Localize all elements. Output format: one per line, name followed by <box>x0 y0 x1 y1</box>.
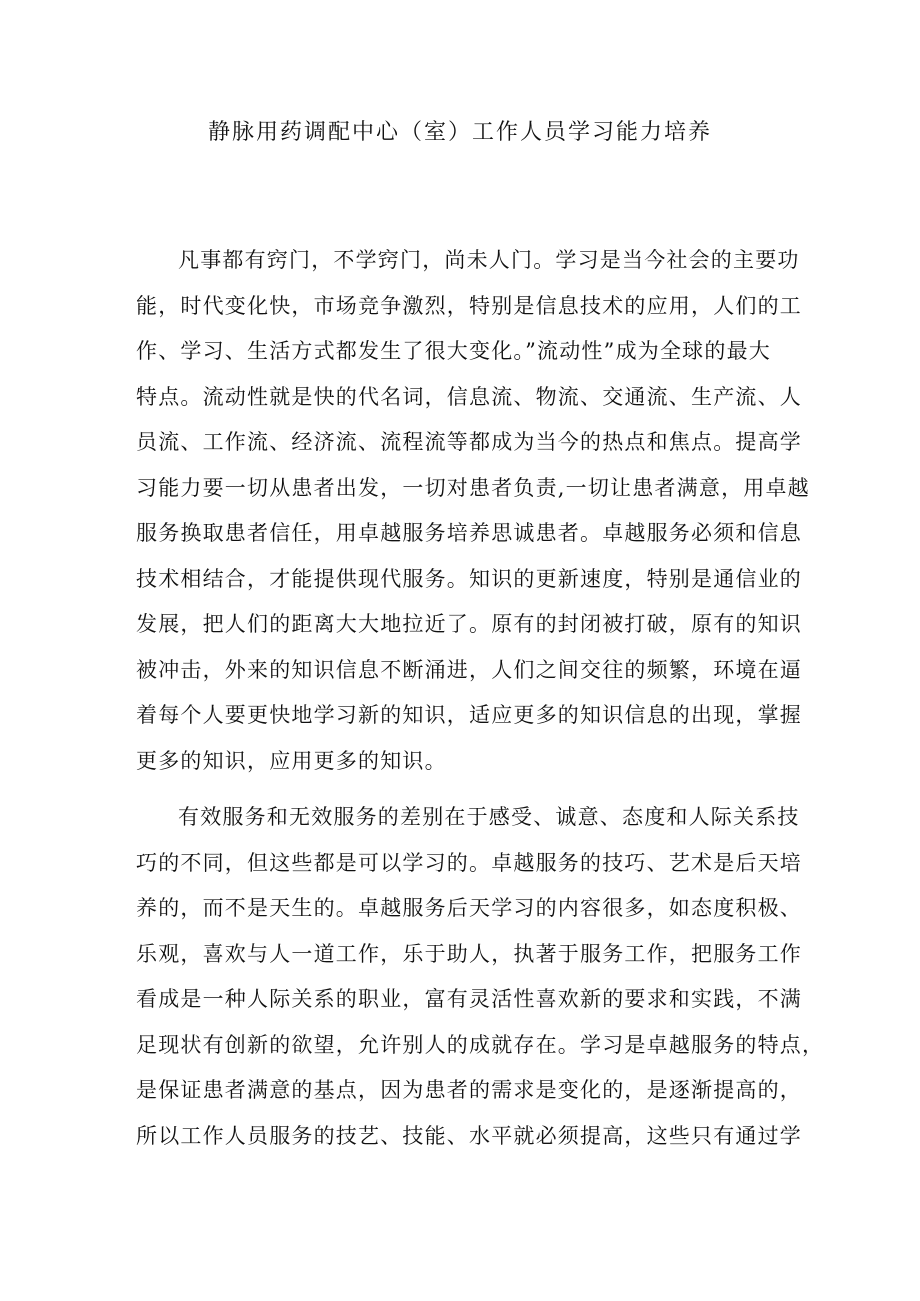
text-line: 是保证患者满意的基点，因为患者的需求是变化的，是逐渐提高的， <box>136 1078 802 1102</box>
text-line: 特点。流动性就是快的代名词，信息流、物流、交通流、生产流、人 <box>136 384 802 409</box>
text-line: 被冲击，外来的知识信息不断涌进，人们之间交往的频繁，环境在逼 <box>136 657 802 682</box>
text-line: 所以工作人员服务的技艺、技能、水平就必须提高，这些只有通过学 <box>136 1123 802 1148</box>
text-line: 服务换取患者信任，用卓越服务培养思诚患者。卓越服务必须和信息 <box>136 521 802 545</box>
text-line: 技术相结合，才能提供现代服务。知识的更新速度，特别是通信业的 <box>136 566 802 591</box>
text-line: 着每个人要更快地学习新的知识，适应更多的知识信息的出现，掌握 <box>136 703 802 727</box>
document-title: 静脉用药调配中心（室）工作人员学习能力培养 <box>207 120 712 145</box>
text-line: 乐观，喜欢与人一道工作，乐于助人，执著于服务工作，把服务工作 <box>136 941 802 966</box>
text-line: 看成是一种人际关系的职业，富有灵活性喜欢新的要求和实践，不满 <box>136 987 802 1011</box>
text-line: 发展，把人们的距离大大地拉近了。原有的封闭被打破，原有的知识 <box>136 612 802 636</box>
paragraph-2 <box>136 795 825 1159</box>
paragraph-1 <box>136 238 810 784</box>
text-line: 作、学习、生活方式都发生了很大变化。”流动性”成为全球的最大 <box>136 339 771 363</box>
text-line: 养的，而不是天生的。卓越服务后天学习的内容很多，如态度积极、 <box>136 896 802 920</box>
text-line: 凡事都有窍门，不学窍门，尚未人门。学习是当今社会的主要功 <box>178 248 800 272</box>
text-line: 能，时代变化快，市场竞争激烈，特别是信息技术的应用，人们的工 <box>136 293 802 318</box>
paragraph-gap <box>136 784 796 795</box>
text-line: 有效服务和无效服务的差别在于感受、诚意、态度和人际关系技 <box>178 805 800 829</box>
text-line: 习能力要一切从患者出发，一切对患者负责,一切让患者满意，用卓越 <box>136 475 810 500</box>
text-line: 更多的知识，应用更多的知识。 <box>136 748 447 773</box>
text-line: 巧的不同，但这些都是可以学习的。卓越服务的技巧、艺术是后天培 <box>136 850 802 875</box>
text-line: 员流、工作流、经济流、流程流等都成为当今的热点和焦点。提高学 <box>136 430 802 454</box>
document-body <box>136 238 825 1159</box>
text-line: 足现状有创新的欲望，允许别人的成就存在。学习是卓越服务的特点， <box>136 1032 825 1057</box>
